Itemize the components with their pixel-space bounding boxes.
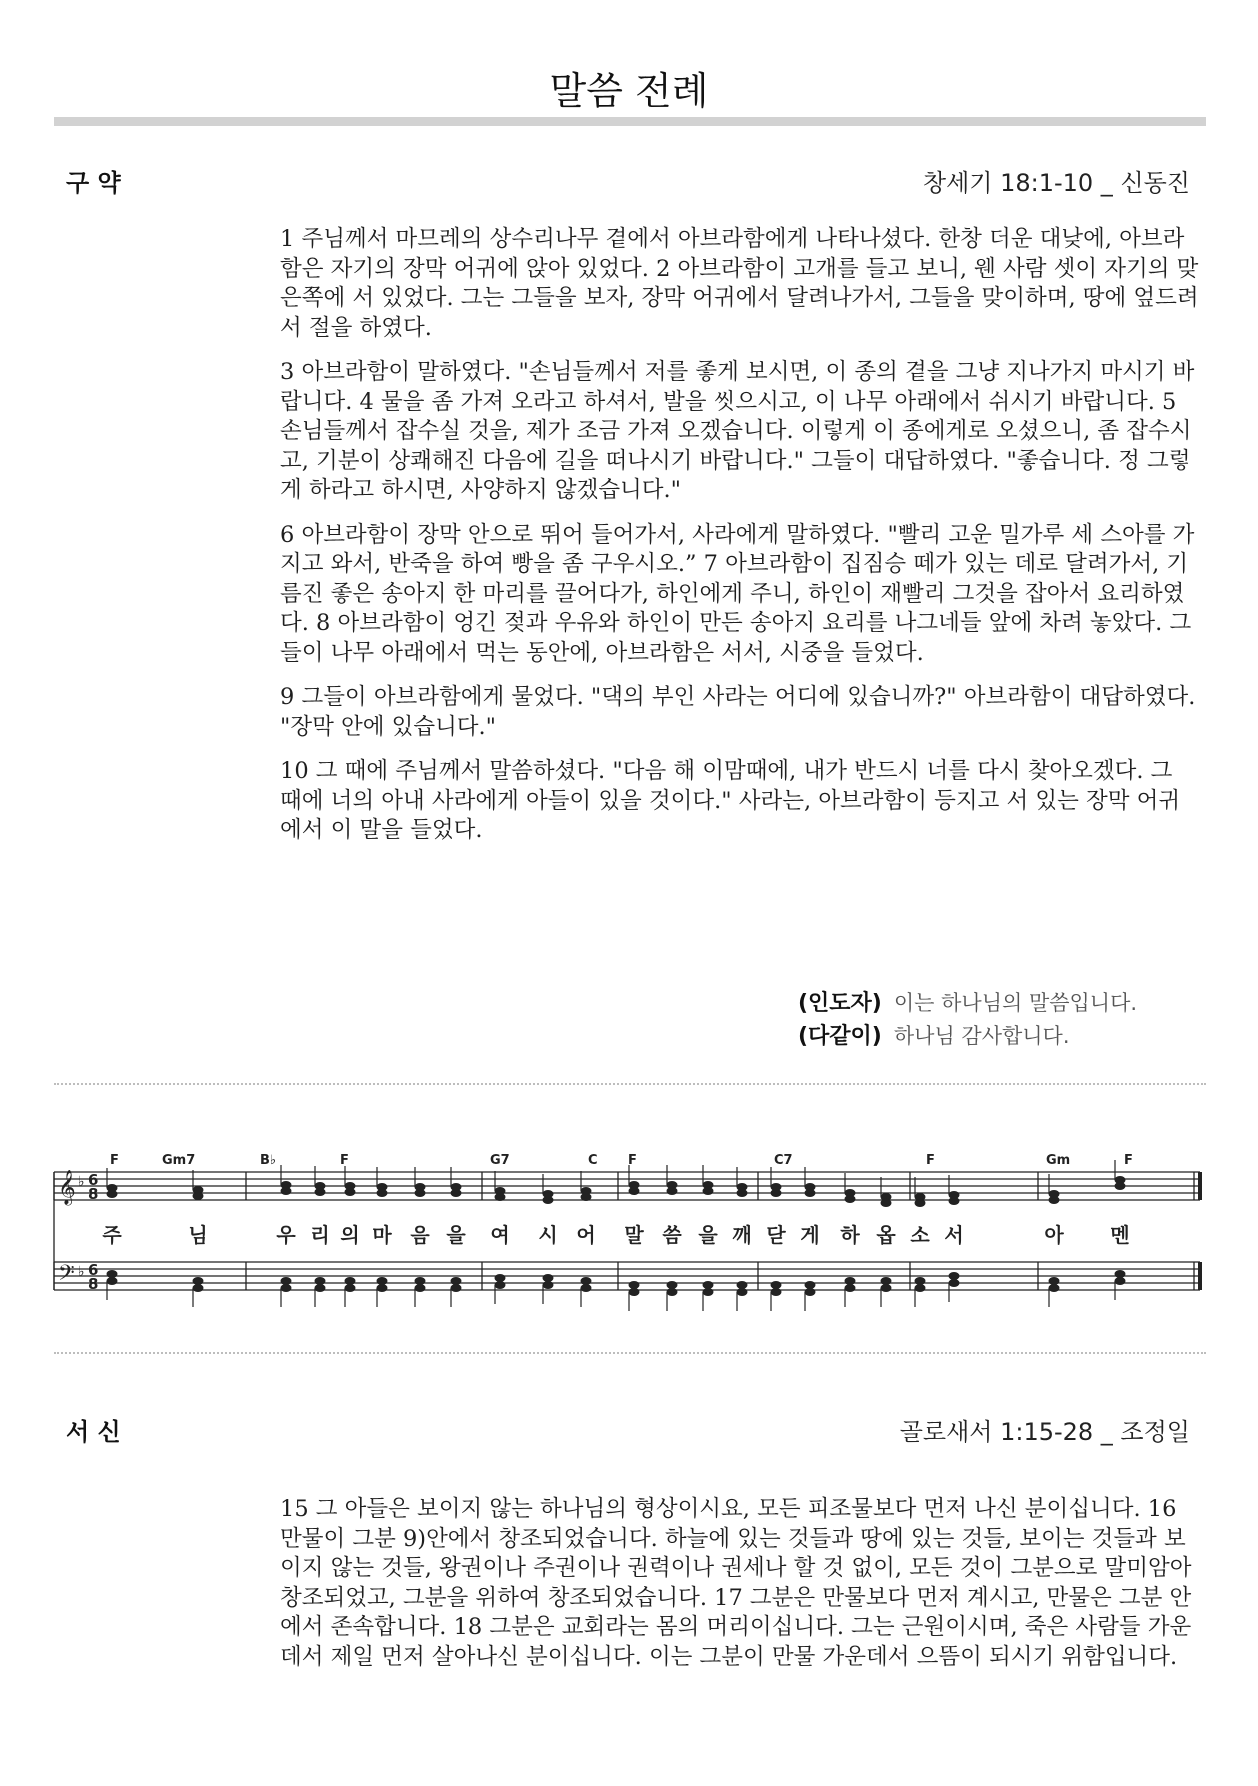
leader-label: (인도자) [798,991,882,1016]
dotted-divider [54,1352,1206,1354]
note-head [805,1288,816,1296]
note-head [1115,1270,1126,1278]
lyric-syllable: 음 [410,1223,430,1247]
lyric-syllable: 주 [102,1223,122,1247]
note-head [415,1284,426,1292]
note-head [629,1288,640,1296]
note-head [881,1284,892,1292]
lyric-syllable: 닫 [766,1223,786,1247]
reading-paragraph: 9 그들이 아브라함에게 물었다. "댁의 부인 사라는 어디에 있습니까?" 아브라함이 대답하였다. "장막 안에 있습니다." [280,684,1196,740]
reading-paragraph: 1 주님께서 마므레의 상수리나무 곁에서 아브라함에게 나타나셨다. 한창 더운 대낮에, 아브라함은 자기의 장막 어귀에 앉아 있었다. 2 아브라함이 고개를 들고 보니, 웬 사람 셋이 자기의 맞은쪽에 서 있었다. 그는 그들을 보자, 장막 어귀에서 달려나가서, 그들을 맞이하며, 땅에 엎드려서 절을 하였다. [280,226,1199,341]
note-head [543,1281,554,1289]
note-head [949,1197,960,1205]
key-flat-icon: ♭ [78,1264,85,1280]
lyric-syllable: 게 [800,1223,820,1247]
lyric-syllable: 을 [698,1223,718,1247]
lyric-syllable: 씀 [662,1223,682,1247]
note-head [107,1190,118,1198]
page-title: 말씀 전례 [549,69,709,113]
note-head [881,1277,892,1285]
note-head [915,1199,926,1207]
note-head [667,1288,678,1296]
hymn-score [48,1150,1210,1320]
note-head [451,1277,462,1285]
note-head [495,1281,506,1289]
reading-paragraph: 6 아브라함이 장막 안으로 뛰어 들어가서, 사라에게 말하였다. "빨리 고운 밀가루 세 스아를 가지고 와서, 반죽을 하여 빵을 좀 구우시오.” 7 아브라함이 집짐승 떼가 있는 데로 달려가서, 기름진 좋은 송아지 한 마리를 끌어다가, 하인에게 주니, 하인이 재빨리 그것을 잡아서 요리하였다. 8 아브라함이 엉긴 젖과 우유와 하인이 만든 송아지 요리를 나그네들 앞에 차려 놓았다. 그들이 나무 아래에서 먹는 동안에, 아브라함은 서서, 시중을 들었다. [280,521,1195,666]
note-head [915,1284,926,1292]
note-head [451,1189,462,1197]
note-head [581,1193,592,1201]
note-head [377,1277,388,1285]
note-head [949,1279,960,1287]
chord-symbol: F [628,1153,637,1168]
note-head [193,1284,204,1292]
all-text: 하나님 감사합니다. [893,1024,1070,1048]
note-head [193,1277,204,1285]
lyric-syllable: 마 [372,1223,392,1247]
note-head [107,1277,118,1285]
note-head [667,1281,678,1289]
lyric-syllable: 하 [840,1223,860,1247]
leader-text: 이는 하나님의 말씀입니다. [893,991,1138,1015]
note-head [703,1288,714,1296]
reading-paragraph: 15 그 아들은 보이지 않는 하나님의 형상이시요, 모든 피조물보다 먼저 나신 분이십니다. 16 만물이 그분 9)안에서 창조되었습니다. 하늘에 있는 것들과 땅에 있는 것들, 보이는 것들과 보이지 않는 것들, 왕권이나 주권이나 권력이나 권세나 할 것 없이, 모든 것이 그분으로 말미암아 창조되었고, 그분을 위하여 창조되었습니다. 17 그분은 만물보다 먼저 계시고, 만물은 그분 안에서 존속합니다. 18 그분은 교회라는 몸의 머리이십니다. 그는 근원이시며, 죽은 사람들 가운데서 제일 먼저 살아나신 분이십니다. 이는 그분이 만물 가운데서 으뜸이 되시기 위함입니다. [280,1496,1192,1670]
chord-symbol: C7 [774,1153,793,1168]
note-head [737,1281,748,1289]
note-head [281,1284,292,1292]
note-head [805,1281,816,1289]
note-head [845,1284,856,1292]
time-signature: 8 [88,1185,99,1203]
note-head [629,1281,640,1289]
epistle-reference: 골로새서 1:15-28 _ 조정일 [899,1418,1190,1446]
treble-clef-icon: 𝄞 [58,1170,76,1205]
lyric-syllable: 어 [576,1223,596,1247]
lyric-syllable: 서 [944,1223,964,1247]
note-head [543,1274,554,1282]
note-head [667,1187,678,1195]
chord-symbol: F [340,1153,349,1168]
old-testament-reading [280,225,1200,861]
lyric-syllable: 멘 [1110,1223,1130,1247]
response-block [798,987,1137,1053]
note-head [315,1277,326,1285]
note-head [495,1193,506,1201]
lyric-syllable: 리 [310,1223,330,1247]
note-head [805,1189,816,1197]
note-head [915,1277,926,1285]
note-head [345,1188,356,1196]
note-head [495,1274,506,1282]
note-head [1049,1277,1060,1285]
note-head [281,1187,292,1195]
time-signature: 8 [88,1275,99,1293]
reading-paragraph: 3 아브라함이 말하였다. "손님들께서 저를 좋게 보시면, 이 종의 곁을 그냥 지나가지 마시기 바랍니다. 4 물을 좀 가져 오라고 하셔서, 발을 씻으시고, 이 나무 아래에서 쉬시기 바랍니다. 5 손님들께서 잡수실 것을, 제가 조금 가져 오겠습니다. 이렇게 이 종에게로 오셨으니, 좀 잡수시고, 기분이 상쾌해진 다음에 길을 떠나시기 바랍니다." 그들이 대답하였다. "좋습니다. 정 그렇게 하라고 하시면, 사양하지 않겠습니다." [280,359,1195,503]
lyric-syllable: 의 [340,1223,360,1247]
note-head [1049,1196,1060,1204]
time-signature: 6 [88,1261,99,1279]
note-head [315,1284,326,1292]
note-head [771,1288,782,1296]
lyric-syllable: 소 [910,1223,930,1247]
title-divider [54,117,1206,126]
note-head [703,1281,714,1289]
note-head [737,1189,748,1197]
note-head [451,1284,462,1292]
note-head [581,1284,592,1292]
note-head [193,1192,204,1200]
note-head [1115,1182,1126,1190]
note-head [737,1288,748,1296]
note-head [345,1277,356,1285]
reading-paragraph: 10 그 때에 주님께서 말씀하셨다. "다음 해 이맘때에, 내가 반드시 너를 다시 찾아오겠다. 그 때에 너의 아내 사라에게 아들이 있을 것이다." 사라는, 아브라함이 등지고 서 있는 장막 어귀에서 이 말을 들었다. [280,758,1181,843]
chord-symbol: Gm [1046,1153,1071,1168]
lyric-syllable: 깨 [732,1223,752,1247]
note-head [281,1277,292,1285]
lyric-syllable: 옵 [876,1223,896,1247]
note-head [315,1188,326,1196]
bass-clef-icon: 𝄢 [58,1261,75,1291]
chord-symbol: C [588,1153,598,1168]
note-head [377,1284,388,1292]
dotted-divider [54,1083,1206,1085]
note-head [415,1189,426,1197]
note-head [629,1187,640,1195]
lyric-syllable: 시 [538,1223,558,1247]
note-head [581,1277,592,1285]
note-head [845,1277,856,1285]
note-head [1049,1284,1060,1292]
all-label: (다같이) [798,1024,882,1049]
lyric-syllable: 을 [446,1223,466,1247]
note-head [415,1277,426,1285]
note-head [881,1199,892,1207]
chord-symbol: F [1124,1153,1133,1168]
time-signature: 6 [88,1171,99,1189]
lyric-syllable: 여 [490,1223,510,1247]
lyric-syllable: 아 [1044,1223,1064,1247]
lyric-syllable: 우 [276,1223,296,1247]
note-head [377,1189,388,1197]
chord-symbol: F [110,1153,119,1168]
note-head [1115,1277,1126,1285]
old-testament-label: 구 약 [66,169,121,197]
note-head [703,1187,714,1195]
chord-symbol: Gm7 [162,1153,196,1168]
chord-symbol: F [926,1153,935,1168]
lyric-syllable: 님 [188,1223,208,1247]
key-flat-icon: ♭ [78,1174,85,1190]
lyric-syllable: 말 [624,1223,644,1247]
note-head [543,1196,554,1204]
epistle-reading [280,1495,1200,1687]
note-head [107,1270,118,1278]
epistle-label: 서 신 [66,1418,121,1446]
note-head [771,1189,782,1197]
note-head [845,1195,856,1203]
note-head [771,1281,782,1289]
note-head [949,1272,960,1280]
chord-symbol: G7 [490,1153,510,1168]
old-testament-reference: 창세기 18:1-10 _ 신동진 [922,169,1190,197]
note-head [345,1284,356,1292]
chord-symbol: B♭ [260,1153,277,1168]
